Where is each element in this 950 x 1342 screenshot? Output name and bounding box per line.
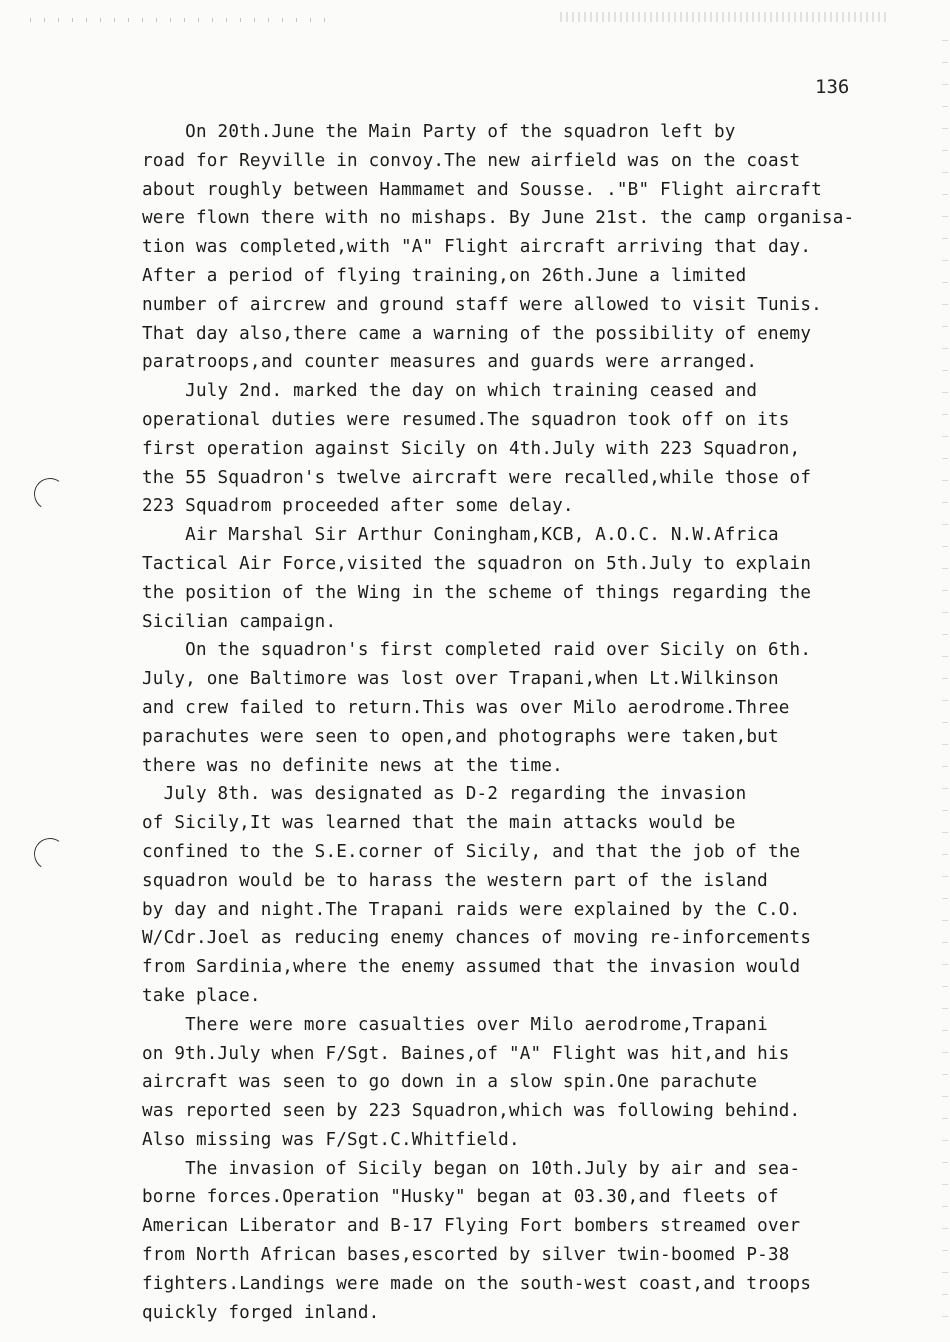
text-line: July, one Baltimore was lost over Trapani,when Lt.Wilkinson bbox=[142, 669, 779, 690]
text-line: there was no definite news at the time. bbox=[142, 755, 563, 776]
page-edge-marks bbox=[942, 40, 948, 1320]
text-line: squadron would be to harass the western part of the island bbox=[142, 870, 768, 891]
text-line: were flown there with no mishaps. By June 21st. the camp organisa- bbox=[142, 208, 855, 229]
text-line: from North African bases,escorted by silver twin-boomed P-38 bbox=[142, 1245, 790, 1266]
text-line: After a period of flying training,on 26th.June a limited bbox=[142, 265, 747, 286]
text-line: paratroops,and counter measures and guards were arranged. bbox=[142, 352, 758, 373]
paragraph bbox=[142, 1011, 882, 1155]
text-line: first operation against Sicily on 4th.July with 223 Squadron, bbox=[142, 438, 801, 459]
paragraph bbox=[142, 118, 882, 377]
text-line: was reported seen by 223 Squadron,which was following behind. bbox=[142, 1101, 801, 1122]
text-line: quickly forged inland. bbox=[142, 1302, 380, 1323]
text-line: American Liberator and B-17 Flying Fort bombers streamed over bbox=[142, 1216, 801, 1237]
text-line: operational duties were resumed.The squadron took off on its bbox=[142, 409, 790, 430]
text-line: On 20th.June the Main Party of the squadron left by bbox=[142, 122, 736, 142]
text-line: Tactical Air Force,visited the squadron on 5th.July to explain bbox=[142, 553, 812, 574]
text-line: borne forces.Operation "Husky" began at 03.30,and fleets of bbox=[142, 1187, 779, 1208]
text-line: by day and night.The Trapani raids were explained by the C.O. bbox=[142, 899, 801, 920]
text-line: July 8th. was designated as D-2 regarding the invasion bbox=[142, 784, 747, 805]
text-line: 223 Squadrom proceeded after some delay. bbox=[142, 496, 574, 517]
text-line: the position of the Wing in the scheme of things regarding the bbox=[142, 582, 812, 603]
punch-hole-mark bbox=[31, 835, 68, 872]
document-body bbox=[142, 118, 882, 1327]
text-line: parachutes were seen to open,and photographs were taken,but bbox=[142, 726, 779, 747]
text-line: tion was completed,with "A" Flight aircraft arriving that day. bbox=[142, 237, 812, 258]
text-line: about roughly between Hammamet and Sousse. ."B" Flight aircraft bbox=[142, 179, 822, 200]
punch-hole-mark bbox=[31, 475, 68, 512]
text-line: number of aircrew and ground staff were allowed to visit Tunis. bbox=[142, 294, 822, 315]
text-line: of Sicily,It was learned that the main attacks would be bbox=[142, 813, 736, 834]
paragraph bbox=[142, 377, 882, 521]
text-line: On the squadron's first completed raid over Sicily on 6th. bbox=[142, 640, 812, 661]
scan-specks bbox=[30, 18, 330, 22]
text-line: fighters.Landings were made on the south-west coast,and troops bbox=[142, 1273, 812, 1294]
text-line: take place. bbox=[142, 985, 261, 1006]
text-line: W/Cdr.Joel as reducing enemy chances of moving re-inforcements bbox=[142, 928, 812, 949]
page-number: 136 bbox=[815, 76, 850, 98]
text-line: road for Reyville in convoy.The new airfield was on the coast bbox=[142, 150, 801, 171]
text-line: from Sardinia,where the enemy assumed that the invasion would bbox=[142, 957, 801, 978]
text-line: confined to the S.E.corner of Sicily, and that the job of the bbox=[142, 841, 801, 862]
paragraph bbox=[142, 636, 882, 780]
text-line: and crew failed to return.This was over Milo aerodrome.Three bbox=[142, 697, 790, 718]
scan-smudge bbox=[560, 12, 890, 22]
text-line: There were more casualties over Milo aerodrome,Trapani bbox=[142, 1014, 768, 1035]
text-line: Also missing was F/Sgt.C.Whitfield. bbox=[142, 1129, 520, 1150]
text-line: July 2nd. marked the day on which training ceased and bbox=[142, 381, 758, 402]
paragraph bbox=[142, 1155, 882, 1328]
text-line: on 9th.July when F/Sgt. Baines,of "A" Flight was hit,and his bbox=[142, 1043, 790, 1064]
text-line: That day also,there came a warning of the possibility of enemy bbox=[142, 323, 812, 344]
text-line: the 55 Squadron's twelve aircraft were recalled,while those of bbox=[142, 467, 812, 488]
text-line: The invasion of Sicily began on 10th.July by air and sea- bbox=[142, 1158, 801, 1179]
text-line: Sicilian campaign. bbox=[142, 611, 337, 632]
paragraph bbox=[142, 780, 882, 1010]
text-line: Air Marshal Sir Arthur Coningham,KCB, A.O.C. N.W.Africa bbox=[142, 525, 779, 546]
paragraph bbox=[142, 521, 882, 636]
text-line: aircraft was seen to go down in a slow spin.One parachute bbox=[142, 1072, 758, 1093]
